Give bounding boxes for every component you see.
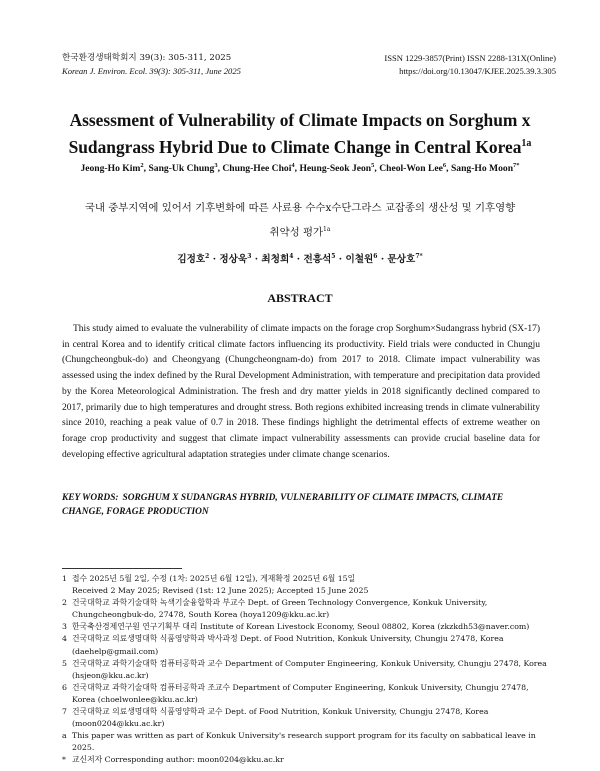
kr-author-name: 이철원 (345, 254, 374, 265)
footnote-item (62, 706, 550, 730)
title-footnote-mark: 1a (521, 138, 532, 149)
en-author-name: Sang-Uk Chung (148, 163, 215, 175)
kr-author-name: 문상호 (387, 254, 416, 265)
kr-author (345, 254, 377, 265)
footnote-item (62, 754, 550, 766)
footnote-text: 한국축산경제연구원 연구기획부 대리 Institute of Korean Livestock Economy, Seoul 08802, Korea (zkzkdh53@naver.com) (72, 622, 530, 632)
kr-author (303, 254, 335, 265)
kr-author (177, 254, 209, 265)
footnote-item (62, 597, 550, 621)
journal-header-right (384, 52, 556, 78)
footnotes (62, 573, 550, 767)
keywords (62, 491, 540, 519)
footnote-mark: 7 (62, 707, 67, 717)
author-separator: · (251, 254, 262, 265)
en-author (379, 163, 446, 174)
korean-title (50, 198, 550, 243)
doi-link[interactable]: https://doi.org/10.13047/KJEE.2025.39.3.305 (399, 66, 556, 76)
author-separator: , (143, 163, 149, 175)
en-author (80, 163, 143, 174)
footnote-mark: 4 (62, 634, 67, 644)
footnote-item (62, 730, 550, 754)
kr-author-name: 전흥석 (303, 254, 332, 265)
en-author-name: Sang-Ho Moon (450, 163, 514, 175)
keywords-text: SORGHUM X SUDANGRAS HYBRID, VULNERABILITY OF CLIMATE IMPACTS, CLIMATE CHANGE, FORAGE PRODUCTION (62, 493, 504, 517)
kr-author-name: 최청희 (261, 254, 290, 265)
en-author (222, 163, 294, 174)
title-line-2-text: Sudangrass Hybrid Due to Climate Change in Central Korea (68, 136, 522, 157)
author-separator: , (217, 163, 223, 175)
kr-author-name: 김정호 (177, 254, 206, 265)
kr-author-affiliation-mark: 2 (205, 252, 210, 260)
footnote-mark: 1 (62, 574, 67, 583)
korean-author-list (50, 251, 550, 265)
en-author-affiliation-mark: 5 (371, 162, 375, 169)
en-author (451, 163, 520, 174)
kr-author (219, 254, 251, 265)
author-list (30, 162, 570, 174)
journal-header-left (62, 52, 241, 78)
footnote-item (62, 585, 550, 597)
korean-title-line-2-text: 취약성 평가 (269, 226, 324, 239)
title-line-2 (40, 132, 560, 159)
title-line-1: Assessment of Vulnerability of Climate Impacts on Sorghum x (69, 110, 531, 130)
footnote-text: 건국대학교 과학기술대학 녹색기술융합학과 부교수 Dept. of Green Technology Convergence, Konkuk University, Chungcheongbuk-do, 27478, South Korea (hoya1209@kku.ac.kr) (72, 598, 488, 620)
abstract-heading: ABSTRACT (267, 291, 333, 305)
en-author-affiliation-mark: 3 (214, 162, 218, 169)
footnote-item (62, 658, 550, 682)
footnote-item (62, 633, 550, 657)
korean-title-line-1: 국내 중부지역에 있어서 기후변화에 따른 사료용 수수x수단그라스 교잡종의 생산성 및 기후영향 (84, 202, 516, 214)
footnote-text: 건국대학교 의료생명대학 식품영양학과 박사과정 Dept. of Food Nutrition, Konkuk University, Chungju 27478, Korea (daehelp@gmail.com) (72, 634, 504, 656)
paper-title (40, 108, 560, 159)
en-author (148, 163, 217, 174)
footnote-mark: 3 (62, 622, 67, 632)
en-author-name: Jeong-Ho Kim (80, 163, 141, 175)
footnote-divider (62, 568, 182, 569)
en-author-affiliation-mark: 6 (442, 162, 447, 169)
en-author-affiliation-mark: 7* (513, 162, 520, 169)
author-separator: , (446, 163, 451, 175)
en-author-name: Chung-Hee Choi (222, 163, 292, 175)
footnote-mark: 2 (62, 598, 67, 608)
kr-author (388, 254, 423, 265)
footnote-text: 건국대학교 의료생명대학 식품영양학과 교수 Dept. of Food Nutrition, Konkuk University, Chungju 27478, Korea (moon0204@kku.ac.kr) (72, 707, 489, 729)
abstract-body: This study aimed to evaluate the vulnerability of climate impacts on the forage crop Sorghum×Sudangrass hybrid (SX-17) in central Korea and to identify critical climate factors influencing its productivity. Field trials were conducted in Chungju (Chungcheongbuk-do) and Cheongyang (Chungcheongnam-do) from 2017 to 2018. Climate impact vulnerability was assessed using the index defined by the Rural Development Administration, with temperature and precipitation data provided by the Korea Meteorological Administration. The fresh and dry matter yields in 2018 significantly declined compared to 2017, primarily due to high temperatures and drought stress. Both regions exhibited increasing trends in climate vulnerability since 2010, reaching a peak value of 0.7 in 2018. These findings highlight the detrimental effects of extreme weather on forage crop productivity and suggest that climate impact vulnerability assessments can provide crucial baseline data for developing effective agricultural adaptation strategies under climate change scenarios. (62, 324, 540, 460)
korean-title-line-2 (50, 219, 550, 243)
journal-name-english: Korean J. Environ. Ecol. 39(3): 305-311, June 2025 (62, 66, 241, 76)
en-author-affiliation-mark: 4 (291, 162, 295, 169)
en-author (299, 163, 374, 174)
en-author-name: Cheol-Won Lee (379, 163, 443, 175)
footnote-text: 건국대학교 과학기술대학 컴퓨터공학과 조교수 Department of Computer Engineering, Konkuk University, Chungju 27478, Korea (choelwonlee@kku.ac.kr) (72, 682, 529, 704)
footnote-item (62, 573, 550, 585)
kr-author (261, 254, 293, 265)
keywords-label: KEY WORDS: (62, 493, 119, 503)
footnote-item (62, 621, 550, 633)
footnote-text: 접수 2025년 5월 2일, 수정 (1차: 2025년 6월 12일), 게재확정 2025년 6월 15일 (72, 574, 356, 583)
footnote-text: 건국대학교 과학기술대학 컴퓨터공학과 교수 Department of Computer Engineering, Konkuk University, Chungju 27478, Korea (hsjeon@kku.ac.kr) (72, 658, 547, 680)
footnote-mark: a (62, 731, 67, 741)
author-separator: · (377, 254, 388, 265)
issn-line: ISSN 1229-3857(Print) ISSN 2288-131X(Online) (384, 53, 556, 63)
kr-author-affiliation-mark: 3 (247, 252, 252, 260)
author-separator: · (335, 254, 346, 265)
footnote-text: Received 2 May 2025; Revised (1st: 12 June 2025); Accepted 15 June 2025 (72, 586, 369, 596)
author-separator: · (209, 254, 220, 265)
author-separator: , (374, 163, 380, 175)
footnote-text: This paper was written as part of Konkuk University's research support program for its faculty on sabbatical leave in 2025. (72, 731, 536, 753)
kr-author-affiliation-mark: 7* (415, 252, 423, 260)
kr-author-affiliation-mark: 5 (331, 252, 336, 260)
footnote-text: 교신저자 Corresponding author: moon0204@kku.ac.kr (72, 755, 284, 765)
kr-author-affiliation-mark: 4 (289, 252, 294, 260)
en-author-name: Heung-Seok Jeon (299, 163, 372, 175)
author-separator: · (293, 254, 304, 265)
kr-author-name: 정상욱 (219, 254, 248, 265)
en-author-affiliation-mark: 2 (140, 162, 144, 169)
footnote-item (62, 682, 550, 706)
footnote-mark: 6 (62, 682, 67, 692)
footnote-mark: 5 (62, 658, 67, 668)
journal-name-korean: 한국환경생태학회지 39(3): 305-311, 2025 (62, 53, 232, 63)
footnote-mark (62, 585, 72, 597)
kr-author-affiliation-mark: 6 (373, 252, 378, 260)
footnote-mark: * (62, 755, 66, 765)
korean-title-footnote-mark: 1a (323, 226, 331, 233)
author-separator: , (294, 163, 300, 175)
